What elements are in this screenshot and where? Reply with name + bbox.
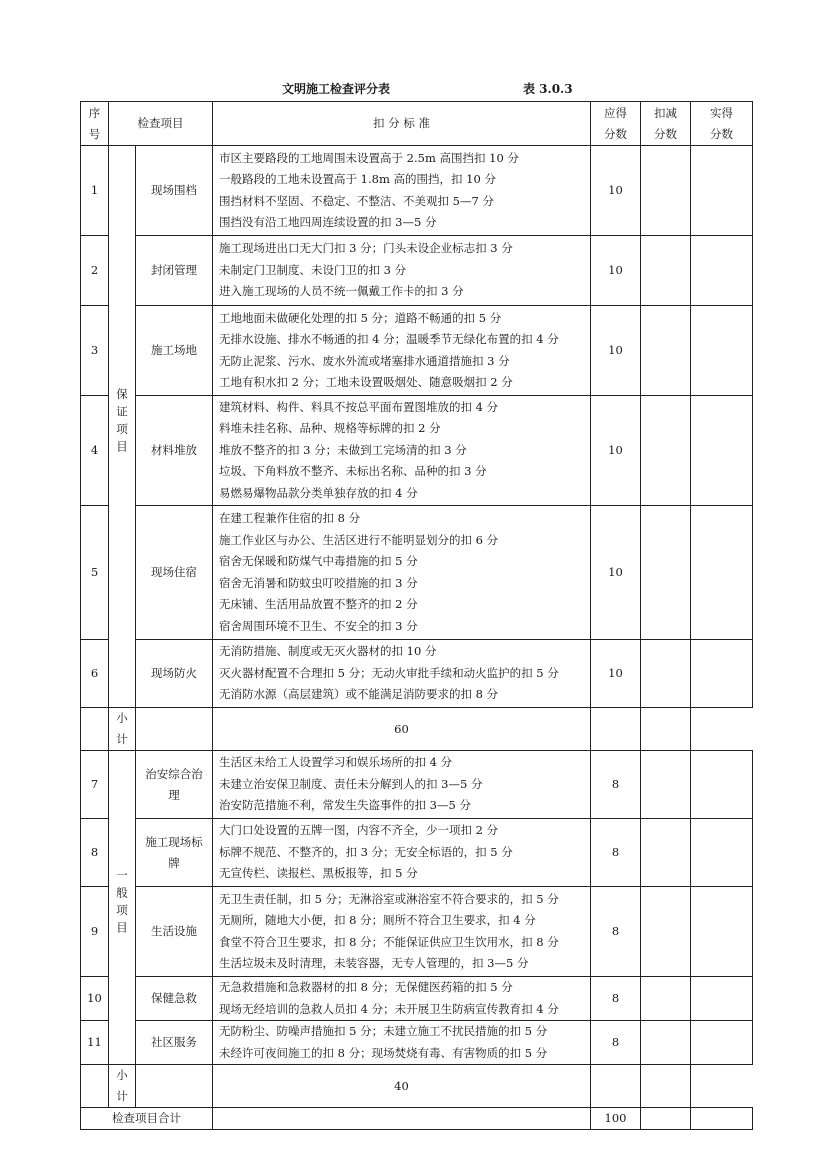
criteria-line: 施工现场进出口无大门扣 3 分；门头未设企业标志扣 3 分 bbox=[219, 241, 513, 256]
header-item: 检查项目 bbox=[109, 102, 213, 146]
item-name: 现场住宿 bbox=[136, 506, 213, 640]
criteria-line: 大门口处设置的五牌一图，内容不齐全，少一项扣 2 分 bbox=[219, 823, 499, 838]
item-name: 材料堆放 bbox=[136, 396, 213, 506]
deduction-criteria bbox=[213, 396, 591, 506]
total-actual[interactable] bbox=[691, 1108, 753, 1130]
total-label: 检查项目合计 bbox=[81, 1108, 213, 1130]
table-row bbox=[81, 146, 753, 236]
subtotal-deduct[interactable] bbox=[591, 708, 641, 751]
deduct-score-cell[interactable] bbox=[641, 1021, 691, 1065]
inspection-score-table bbox=[80, 101, 753, 1130]
row-number: 7 bbox=[81, 751, 109, 819]
deduction-criteria bbox=[213, 1021, 591, 1065]
deduction-criteria bbox=[213, 887, 591, 977]
row-number: 2 bbox=[81, 236, 109, 306]
should-score: 8 bbox=[591, 819, 641, 887]
criteria-line: 围挡没有沿工地四周连续设置的扣 3—5 分 bbox=[219, 215, 437, 229]
deduction-criteria bbox=[213, 306, 591, 396]
criteria-line: 无卫生责任制，扣 5 分；无淋浴室或淋浴室不符合要求的，扣 5 分 bbox=[219, 891, 559, 906]
item-name: 保健急救 bbox=[136, 977, 213, 1021]
deduction-criteria bbox=[213, 506, 591, 640]
subtotal-criteria bbox=[136, 708, 213, 751]
deduct-score-cell[interactable] bbox=[641, 640, 691, 708]
table-row bbox=[81, 506, 753, 640]
title-line bbox=[80, 80, 752, 98]
deduct-score-cell[interactable] bbox=[641, 236, 691, 306]
criteria-line: 工地地面未做硬化处理的扣 5 分；道路不畅通的扣 5 分 bbox=[219, 310, 502, 325]
criteria-line: 料堆未挂名称、品种、规格等标牌的扣 2 分 bbox=[219, 421, 441, 436]
item-name: 生活设施 bbox=[136, 887, 213, 977]
row-number: 11 bbox=[81, 1021, 109, 1065]
actual-score-cell[interactable] bbox=[691, 819, 753, 887]
deduction-criteria bbox=[213, 977, 591, 1021]
subtotal-label: 小 计 bbox=[109, 1065, 136, 1108]
deduct-score-cell[interactable] bbox=[641, 506, 691, 640]
criteria-line: 无消防措施、制度或无灭火器材的扣 10 分 bbox=[219, 644, 437, 659]
header-criteria: 扣 分 标 准 bbox=[213, 102, 591, 146]
should-score: 10 bbox=[591, 306, 641, 396]
group-label bbox=[109, 751, 136, 1065]
criteria-line: 治安防范措施不利，常发生失盗事件的扣 3—5 分 bbox=[219, 798, 471, 813]
should-score: 10 bbox=[591, 640, 641, 708]
subtotal-score: 60 bbox=[213, 708, 591, 751]
criteria-line: 标牌不规范、不整齐的，扣 3 分；无安全标语的，扣 5 分 bbox=[219, 844, 513, 859]
criteria-line: 一般路段的工地未设置高于 1.8m 高的围挡，扣 10 分 bbox=[219, 172, 496, 186]
total-row bbox=[81, 1108, 753, 1130]
total-score: 100 bbox=[591, 1108, 641, 1130]
deduction-criteria bbox=[213, 640, 591, 708]
criteria-line: 生活区未给工人设置学习和娱乐场所的扣 4 分 bbox=[219, 755, 453, 770]
item-name: 施工场地 bbox=[136, 306, 213, 396]
actual-score-cell[interactable] bbox=[691, 887, 753, 977]
criteria-line: 宿舍无消暑和防蚊虫叮咬措施的扣 3 分 bbox=[219, 575, 418, 590]
should-score: 8 bbox=[591, 1021, 641, 1065]
should-score: 10 bbox=[591, 146, 641, 236]
subtotal-score: 40 bbox=[213, 1065, 591, 1108]
table-row bbox=[81, 1021, 753, 1065]
actual-score-cell[interactable] bbox=[691, 506, 753, 640]
criteria-line: 工地有积水扣 2 分；工地未设置吸烟处、随意吸烟扣 2 分 bbox=[219, 375, 513, 389]
criteria-line: 宿舍无保暖和防煤气中毒措施的扣 5 分 bbox=[219, 554, 418, 568]
row-number: 9 bbox=[81, 887, 109, 977]
criteria-line: 未经许可夜间施工的扣 8 分；现场焚烧有毒、有害物质的扣 5 分 bbox=[219, 1045, 548, 1060]
criteria-line: 现场无经培训的急救人员扣 4 分；未开展卫生防病宣传教育扣 4 分 bbox=[219, 1001, 559, 1016]
criteria-line: 无排水设施、排水不畅通的扣 4 分；温暖季节无绿化布置的扣 4 分 bbox=[219, 332, 559, 346]
subtotal-empty-seq bbox=[81, 1065, 109, 1108]
header-seq: 序 号 bbox=[81, 102, 109, 146]
criteria-line: 市区主要路段的工地周围未设置高于 2.5m 高围挡扣 10 分 bbox=[219, 150, 519, 165]
actual-score-cell[interactable] bbox=[691, 751, 753, 819]
deduction-criteria bbox=[213, 146, 591, 236]
deduct-score-cell[interactable] bbox=[641, 146, 691, 236]
header-deduct-score: 扣减 分数 bbox=[641, 102, 691, 146]
subtotal-row-general bbox=[81, 1065, 753, 1108]
table-row bbox=[81, 640, 753, 708]
deduction-criteria bbox=[213, 236, 591, 306]
item-name: 治安综合治理 bbox=[136, 751, 213, 819]
row-number: 1 bbox=[81, 146, 109, 236]
deduct-score-cell[interactable] bbox=[641, 977, 691, 1021]
header-actual-score: 实得 分数 bbox=[691, 102, 753, 146]
actual-score-cell[interactable] bbox=[691, 640, 753, 708]
criteria-line: 无急救措施和急救器材的扣 8 分；无保健医药箱的扣 5 分 bbox=[219, 980, 513, 994]
criteria-line: 堆放不整齐的扣 3 分；未做到工完场清的扣 3 分 bbox=[219, 442, 467, 457]
criteria-line: 无防止泥浆、污水、废水外流或堵塞排水通道措施扣 3 分 bbox=[219, 353, 510, 368]
total-criteria bbox=[213, 1108, 591, 1130]
criteria-line: 生活垃圾未及时清理，未装容器，无专人管理的，扣 3—5 分 bbox=[219, 956, 529, 970]
deduct-score-cell[interactable] bbox=[641, 751, 691, 819]
row-number: 4 bbox=[81, 396, 109, 506]
item-name: 施工现场标牌 bbox=[136, 819, 213, 887]
subtotal-actual[interactable] bbox=[641, 708, 691, 751]
actual-score-cell[interactable] bbox=[691, 977, 753, 1021]
table-row bbox=[81, 819, 753, 887]
table-row bbox=[81, 306, 753, 396]
subtotal-row-guarantee bbox=[81, 708, 753, 751]
criteria-line: 围挡材料不坚固、不稳定、不整洁、不美观扣 5—7 分 bbox=[219, 193, 494, 208]
criteria-line: 无厕所，随地大小便，扣 8 分；厕所不符合卫生要求，扣 4 分 bbox=[219, 913, 536, 927]
actual-score-cell[interactable] bbox=[691, 236, 753, 306]
total-deduct[interactable] bbox=[641, 1108, 691, 1130]
group-label-text: 保证项目 bbox=[115, 388, 129, 458]
criteria-line: 易燃易爆物品款分类单独存放的扣 4 分 bbox=[219, 485, 418, 500]
should-score: 8 bbox=[591, 887, 641, 977]
row-number: 6 bbox=[81, 640, 109, 708]
subtotal-deduct[interactable] bbox=[591, 1065, 641, 1108]
subtotal-criteria bbox=[136, 1065, 213, 1108]
header-should-score: 应得 分数 bbox=[591, 102, 641, 146]
deduction-criteria bbox=[213, 751, 591, 819]
criteria-line: 垃圾、下角料放不整齐、未标出名称、品种的扣 3 分 bbox=[219, 464, 487, 479]
table-row bbox=[81, 751, 753, 819]
criteria-line: 进入施工现场的人员不统一佩戴工作卡的扣 3 分 bbox=[219, 284, 464, 299]
group-label bbox=[109, 146, 136, 708]
criteria-line: 食堂不符合卫生要求，扣 8 分；不能保证供应卫生饮用水，扣 8 分 bbox=[219, 934, 559, 949]
criteria-line: 未建立治安保卫制度、责任未分解到人的扣 3—5 分 bbox=[219, 776, 483, 791]
should-score: 8 bbox=[591, 977, 641, 1021]
criteria-line: 灭火器材配置不合理扣 5 分；无动火审批手续和动火监护的扣 5 分 bbox=[219, 665, 559, 680]
table-row bbox=[81, 887, 753, 977]
should-score: 10 bbox=[591, 396, 641, 506]
should-score: 8 bbox=[591, 751, 641, 819]
row-number: 10 bbox=[81, 977, 109, 1021]
criteria-line: 无防粉尘、防噪声措施扣 5 分；未建立施工不扰民措施的扣 5 分 bbox=[219, 1024, 548, 1038]
criteria-line: 在建工程兼作住宿的扣 8 分 bbox=[219, 511, 361, 525]
actual-score-cell[interactable] bbox=[691, 396, 753, 506]
deduction-criteria bbox=[213, 819, 591, 887]
item-name: 社区服务 bbox=[136, 1021, 213, 1065]
deduct-score-cell[interactable] bbox=[641, 396, 691, 506]
row-number: 3 bbox=[81, 306, 109, 396]
subtotal-label: 小 计 bbox=[109, 708, 136, 751]
criteria-line: 宿舍周围环境不卫生、不安全的扣 3 分 bbox=[219, 618, 418, 633]
actual-score-cell[interactable] bbox=[691, 306, 753, 396]
criteria-line: 无消防水源（高层建筑）或不能满足消防要求的扣 8 分 bbox=[219, 687, 499, 702]
header-row bbox=[81, 102, 753, 146]
item-name: 现场围档 bbox=[136, 146, 213, 236]
subtotal-empty-seq bbox=[81, 708, 109, 751]
deduct-score-cell[interactable] bbox=[641, 819, 691, 887]
criteria-line: 未制定门卫制度、未设门卫的扣 3 分 bbox=[219, 262, 407, 277]
should-score: 10 bbox=[591, 236, 641, 306]
deduct-score-cell[interactable] bbox=[641, 306, 691, 396]
item-name: 封闭管理 bbox=[136, 236, 213, 306]
group-label-text: 一般项目 bbox=[115, 869, 129, 939]
actual-score-cell[interactable] bbox=[691, 1021, 753, 1065]
criteria-line: 施工作业区与办公、生活区进行不能明显划分的扣 6 分 bbox=[219, 532, 499, 547]
subtotal-actual[interactable] bbox=[641, 1065, 691, 1108]
table-row bbox=[81, 236, 753, 306]
row-number: 8 bbox=[81, 819, 109, 887]
table-number: 表 3.0.3 bbox=[523, 82, 573, 96]
table-row bbox=[81, 977, 753, 1021]
item-name: 现场防火 bbox=[136, 640, 213, 708]
should-score: 10 bbox=[591, 506, 641, 640]
actual-score-cell[interactable] bbox=[691, 146, 753, 236]
criteria-line: 无床铺、生活用品放置不整齐的扣 2 分 bbox=[219, 597, 418, 611]
table-row bbox=[81, 396, 753, 506]
table-title: 文明施工检查评分表 bbox=[282, 82, 391, 96]
criteria-line: 建筑材料、构件、料具不按总平面布置图堆放的扣 4 分 bbox=[219, 399, 499, 414]
row-number: 5 bbox=[81, 506, 109, 640]
criteria-line: 无宣传栏、读报栏、黑板报等，扣 5 分 bbox=[219, 866, 418, 881]
deduct-score-cell[interactable] bbox=[641, 887, 691, 977]
